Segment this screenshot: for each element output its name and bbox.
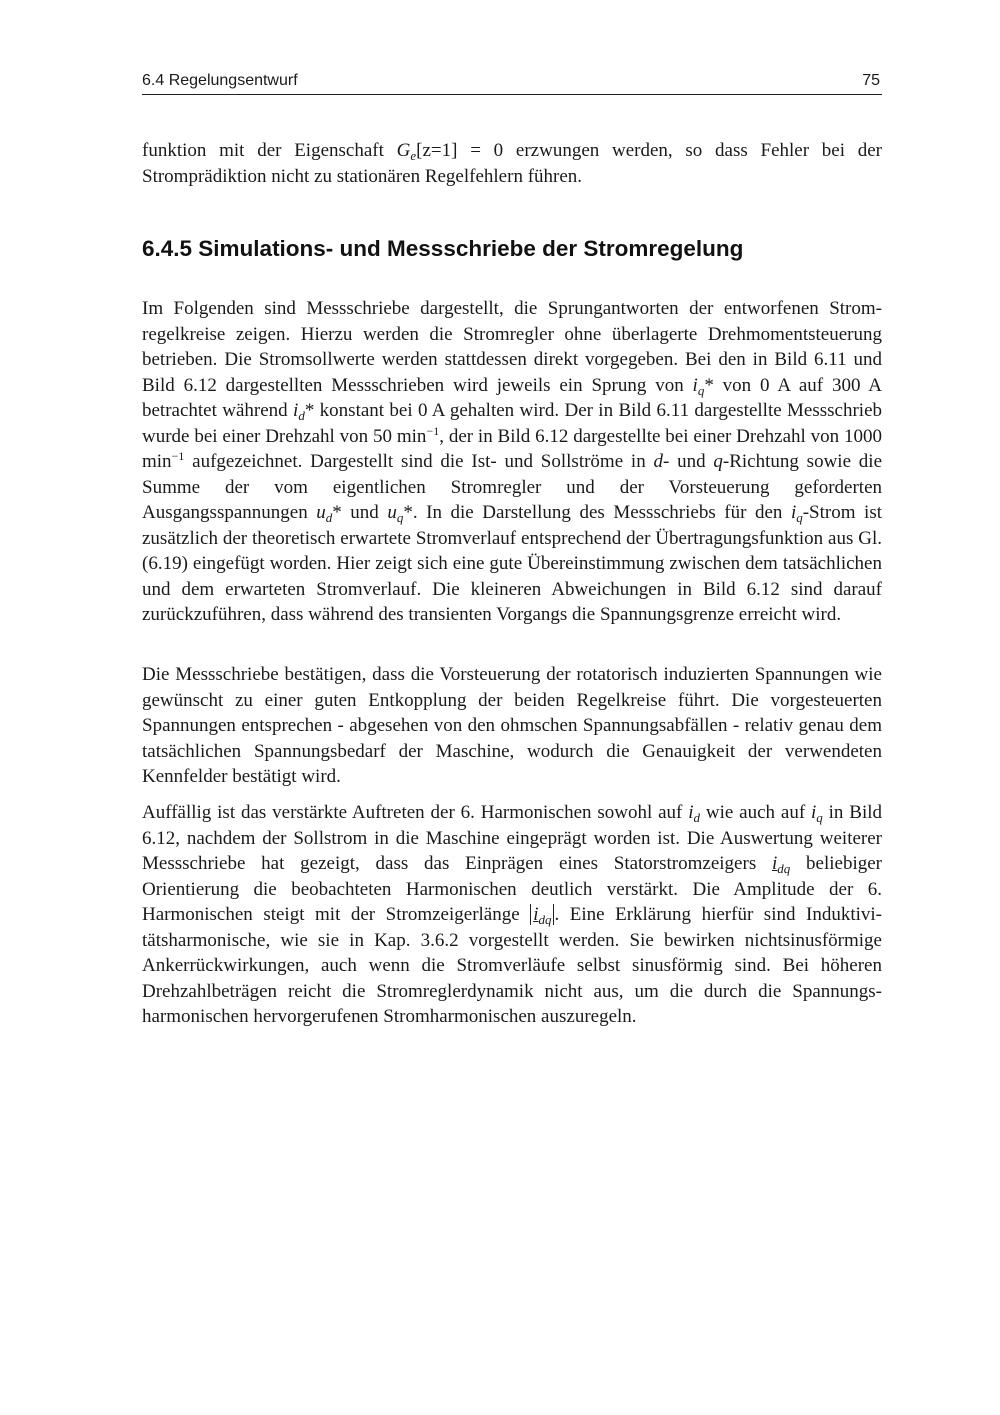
body-paragraph-3: Auffällig ist das verstärkte Auftreten der 6. Harmonischen sowohl auf $i_d$ wie auch auf $i_q$ in Bild 6.12, nachdem der Sollstrom in die Maschine eingeprägt worden ist. Die Auswertung weiterer Messschriebe hat gezeigt, dass das Einprägen eines Statorstromzeigers $i_{dq}$ beliebiger Orientierung die beobachteten Harmonischen deutlich verstärkt. Die Amplitude der 6. Harmonischen steigt mit der Stromzeigerlänge $i_{dq}$ . Eine Erklärung hierfür sind Induktivitätsharmonische, wie sie in Kap. 3.6.2 vorgestellt werden. Sie bewirken nichtsinusförmige Ankerrückwirkungen, auch wenn die Stromverläufe selbst sinusförmig sind. Bei höheren Drehzahlbeträgen reicht die Stromreglerdynamik nicht aus, um die durch die Spannungsharmonischen hervorgerufenen Stromharmonischen auszuregeln. xyxy=(142,802,883,1027)
intro-paragraph: funktion mit der Eigenschaft $G_e[z=1] = 0$ erzwungen werden, so dass Fehler bei der Stromprädiktion nicht zu stationären Regelfehlern führen. xyxy=(142,140,883,187)
math-G: G xyxy=(396,140,411,161)
page-number: 75 xyxy=(862,72,880,89)
section-heading: 6.4.5 Simulations- und Messschriebe der Stromregelung xyxy=(142,236,744,261)
math-equation: [z=1] = 0 xyxy=(416,140,504,161)
abs-value-idq: $i_{dq}$ xyxy=(530,904,554,925)
running-section-title: 6.4 Regelungsentwurf xyxy=(142,72,298,89)
page-header xyxy=(142,68,882,95)
body-paragraph-2: Die Messschriebe bestätigen, dass die Vorsteuerung der rotatorisch induzierten Spannungen wie gewünscht zu einer guten Entkopplung der beiden Regelkreise führt. Die vorgesteuerten Spannungen entsprechen - abgesehen von den ohmschen Spannungsabfällen - relativ genau dem tatsächlichen Spannungsbedarf der Maschine, wodurch die Genauigkeit der verwendeten Kennfelder bestätigt wird. xyxy=(142,664,882,787)
body-paragraph-1: Im Folgenden sind Messschriebe dargestellt, die Sprungantworten der entworfenen Stromregelkreise zeigen. Hierzu werden die Stromregler ohne überlagerte Drehmomentsteuerung betrieben. Die Stromsollwerte werden stattdessen direkt vorgegeben. Bei den in Bild 6.11 und Bild 6.12 dargestellten Messschrieben wird jeweils ein Sprung von $i_q*$ von 0 A auf 300 A betrachtet während $i_d*$ konstant bei 0 A gehalten wird. Der in Bild 6.11 dargestellte Messschrieb wurde bei einer Drehzahl von 50 $\min^{-1}$, der in Bild 6.12 dargestellte bei einer Drehzahl von 1000 $\min^{-1}$ aufgezeichnet. Dargestellt sind die Ist- und Sollströme in d- und q-Richtung sowie die Summe der vom eigentlichen Stromregler und der Vorsteuerung geforderten Ausgangsspannungen $u_d*$ und $u_q*$. In die Darstellung des Messschriebs für den $i_q$-Strom ist zusätzlich der theoretisch erwartete Stromverlauf entsprechend der Übertragungsfunktion aus Gl. (6.19) eingefügt worden. Hier zeigt sich eine gute Übereinstimmung zwischen dem tatsächlichen und dem erwarteten Stromverlauf. Die kleineren Abweichungen in Bild 6.12 sind darauf zurückzuführen, dass während des transienten Vorgangs die Spannungsgrenze erreicht wird. xyxy=(142,298,883,625)
